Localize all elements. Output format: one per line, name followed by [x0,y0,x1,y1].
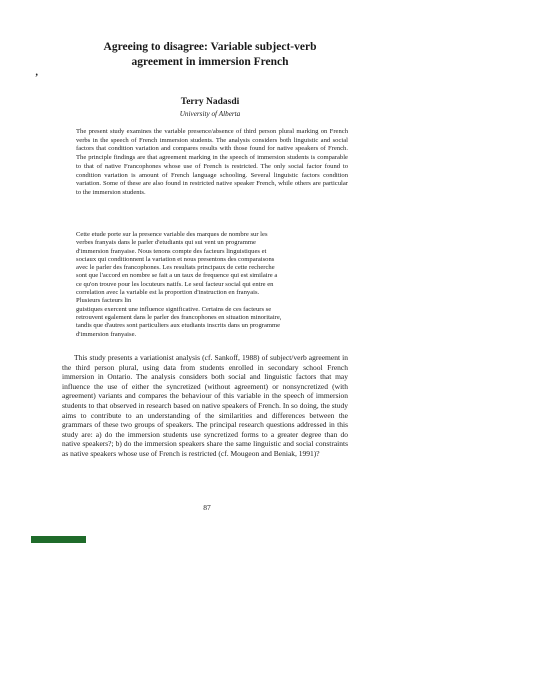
page-number: 87 [203,503,211,512]
abstract-french-line: d'immersion franyaise. [76,330,137,338]
abstract-french-line: guistiques exercent une influence significative. Certains de ces facteurs se [76,305,272,313]
abstract-french-line: d'immersion franyaise. Nous tenons compte des facteurs linguistiques et [76,247,267,255]
body-paragraph: This study presents a variationist analysis (cf. Sankoff, 1988) of subject/verb agreement in the third person plural, using data from students enrolled in secondary school French immersion in Ontario. The analysis considers both social and linguistic factors that may influence the use of either the syncretized (without agreement) or nonsyncretized (with agreement) variants and compares the behaviour of this variable in the speech of immersion students to that observed in research based on native speakers of French. In so doing, the study aims to contribute to an understanding of the similarities and differences between the grammars of these two groups of speakers. The principal research questions addressed in this study are: a) do the immersion students use syncretized forms to a greater degree than do native speakers?; b) do the immersion speakers share the same linguistic and social constraints as native speakers whose use of French is restricted (cf. Mougeon and Beniak, 1991)? [62,353,348,458]
abstract-french-line: avec le parler des francophones. Les resultats principaux de cette recherche [76,264,275,272]
abstract-french-line: sont que l'accord en nombre se fait a un taux de frequence qui est similaire a [76,272,278,280]
abstract-french [76,231,348,339]
abstract-french-line: tandis que d'autres sont particuliers aux etudiants inscrits dans un programme [76,322,281,330]
paper-title [60,40,360,70]
abstract-french-line: retrouvent egalement dans le parler des francophones en situation minoritaire, [76,313,282,321]
abstract-french-line: sociaux qui conditionnent la variation et nous presentons des comparaisons [76,255,275,263]
abstract-french-line: Cette etude porte sur la presence variable des marques de nombre sur les [76,231,268,238]
author-affiliation: University of Alberta [179,110,241,118]
title-line-1: Agreeing to disagree: Variable subject-verb [103,41,317,53]
title-line-2: agreement in immersion French [131,56,289,68]
green-bar-decoration [31,536,86,543]
abstract-english: The present study examines the variable presence/absence of third person plural marking on French verbs in the speech of French immersion students. The analysis considers both linguistic and social factors that condition variation and compares results with those found for native speakers of French. The principle findings are that agreement marking in the speech of immersion students is comparable to that of native Francophones whose use of French is restricted. The only social factor found to condition variation is amount of French language schooling. Several linguistic factors condition variation. Some of these are also found in restricted native speaker French, while others are particular to the immersion students. [76,128,348,196]
author-name: Terry Nadasdi [180,97,240,107]
abstract-french-line: ce qu'on trouve pour les locuteurs natifs. Le seul facteur social qui entre en [76,280,274,288]
abstract-french-line: Plusieurs facteurs lin [76,297,132,305]
abstract-french-line: correlation avec la variable est la proportion d'instruction en franyais. [76,289,260,297]
abstract-french-line: verbes franyais dans le parler d'etudiants qui sui vent un programme [76,239,256,247]
stray-mark: ‚ [35,67,39,78]
